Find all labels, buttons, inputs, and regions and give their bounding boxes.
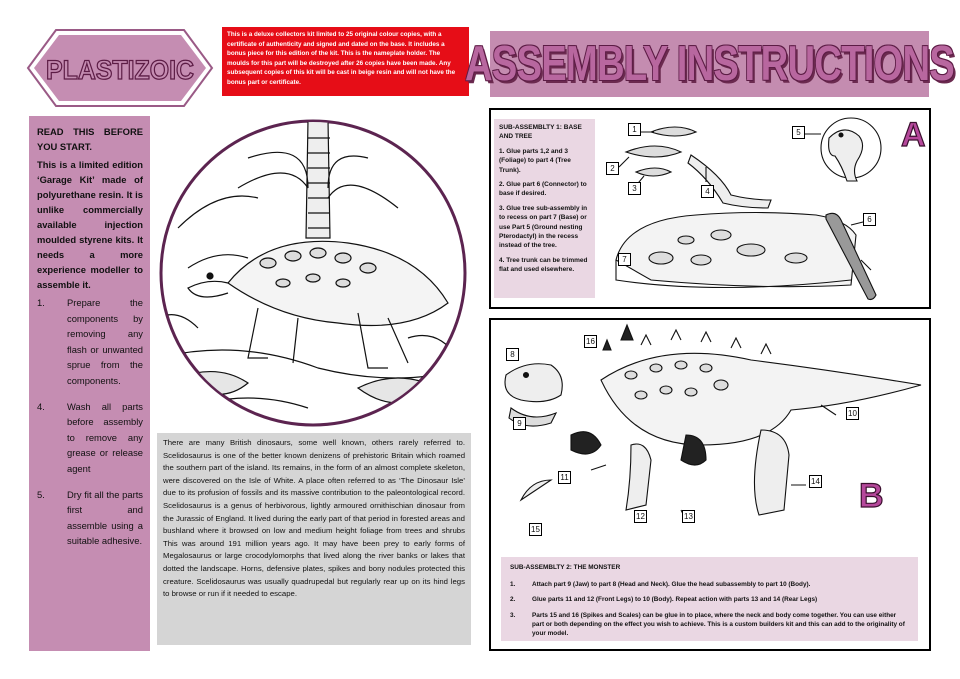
part-number: 7 (618, 253, 631, 266)
part-number: 4 (701, 185, 714, 198)
preparation-steps (37, 295, 143, 549)
part-number: 6 (863, 213, 876, 226)
step-text: Dry fit all the parts first and assemble using a suitable adhesive. (67, 488, 143, 547)
part-number: 3 (628, 182, 641, 195)
list-item (510, 595, 909, 604)
sub-assembly-1-heading: SUB-ASSEMBLTY 1: BASE AND TREE (499, 124, 582, 141)
list-item (510, 611, 909, 639)
list-item: 4. Tree trunk can be trimmed flat and used elsewhere. (499, 256, 588, 274)
step-text: Glue parts 11 and 12 (Front Legs) to 10 (Body). Repeat action with parts 13 and 14 (Rear Legs) (532, 596, 818, 604)
step-number: 1. (510, 581, 516, 589)
list-item (37, 399, 143, 477)
step-text: Wash all parts before assembly to remove any grease or release agent (67, 400, 143, 474)
logo-text: PLASTIZOIC (46, 55, 194, 85)
part-number: 2 (606, 162, 619, 175)
part-number: 8 (506, 348, 519, 361)
page-title: ASSEMBLY INSTRUCTIONS (464, 37, 955, 91)
sub-assembly-2-heading: SUB-ASSEMBLTY 2: THE MONSTER (510, 564, 621, 571)
list-item: 1. Glue parts 1,2 and 3 (Foliage) to part 4 (Tree Trunk). (499, 147, 571, 174)
sub-assembly-2-instructions (501, 557, 918, 641)
list-item: 2. Glue part 6 (Connector) to base if desired. (499, 181, 587, 198)
part-number: 12 (634, 510, 647, 523)
part-number: 14 (809, 475, 822, 488)
part-number: 1 (628, 123, 641, 136)
garage-kit-intro: This is a limited edition ‘Garage Kit’ made of polyurethane resin. It is unlike commercially available injection moulded styrene kits. It needs a more experience modeller to assemble it. (37, 159, 143, 290)
part-number: 16 (584, 335, 597, 348)
step-text: Parts 15 and 16 (Spikes and Scales) can be glue in to place, where the neck and body come together. You can use either part or both depending on the effect you wish to achieve. This is a custom builders kit and this can add to the originality of your model. (532, 611, 905, 638)
part-number: 11 (558, 471, 571, 484)
read-before-heading: READ THIS BEFORE YOU START. (37, 126, 143, 152)
read-before-start-panel (29, 116, 150, 651)
part-number: 10 (846, 407, 859, 420)
section-letter-a: A (901, 116, 926, 154)
list-item (37, 487, 143, 549)
monster-diagram (491, 320, 929, 555)
step-text: Prepare the components by removing any flash or unwanted sprue from the components. (67, 297, 143, 386)
list-item: 3. Glue tree sub-assembly in to recess on part 7 (Base) or use Part 5 (Ground nesting Pterodactyl) in the recess instead of the tree. (499, 204, 588, 250)
part-number: 9 (513, 417, 526, 430)
section-letter-b: B (859, 477, 884, 515)
step-number: 1. (37, 297, 45, 308)
step-text: Attach part 9 (Jaw) to part 8 (Head and Neck). Glue the head subassembly to part 10 (Body). (532, 581, 811, 589)
step-number: 4. (37, 400, 45, 412)
part-number: 5 (792, 126, 805, 139)
step-number: 3. (510, 611, 516, 619)
step-number: 2. (510, 596, 516, 604)
list-item (510, 580, 909, 589)
step-number: 5. (37, 488, 45, 500)
scelidosaurus-description: There are many British dinosaurs, some well known, others rarely referred to. Scelidosaurus is one of the better known denizens of prehistoric Britain which roamed the southern part of the island. Its remains, in the form of an almost complete skeleton, were discovered on the Isle of White. A place often referred to as ‘The Dinosaur Isle’ due to its profusion of fossils and its massive contribution to the paleontological record. Scelidosaurus is a genus of herbivorous, lightly armoured ornithischian dinosaur from the Jurassic of England. It lived during the early part of that period in forested areas and bushland where it browsed on low and medium height foliage from trees and shrubs This was around 191 million years ago. It may have been prey to early forms of Megalosaurus or large crocodylomorphs that lived along the river banks or lakes that dotted the landscape. Horns, defensive plates, spikes and bony nodules protected this creature. Scelidosaurus was usually quadrupedal but regularly rear up on its hind legs to browse or run if it needed to escape. (157, 433, 471, 645)
part-number: 15 (529, 523, 542, 536)
sub-assembly-1-instructions (494, 119, 595, 298)
list-item (37, 295, 143, 389)
part-number: 13 (682, 510, 695, 523)
plastizoic-logo (26, 27, 214, 109)
page-title-banner (464, 31, 955, 97)
scelidosaurus-illustration (158, 118, 468, 428)
limited-edition-notice: This is a deluxe collectors kit limited to 25 original colour copies, with a certificate of authenticity and signed and dated on the base. It includes a bonus piece for this edition of the kit. This is the nameplate holder. The moulds for this part will be destroyed after 26 copies have been made. Any subsequent copies of this kit will be cast in beige resin and will not have the bonus part or certificate. (222, 27, 469, 96)
